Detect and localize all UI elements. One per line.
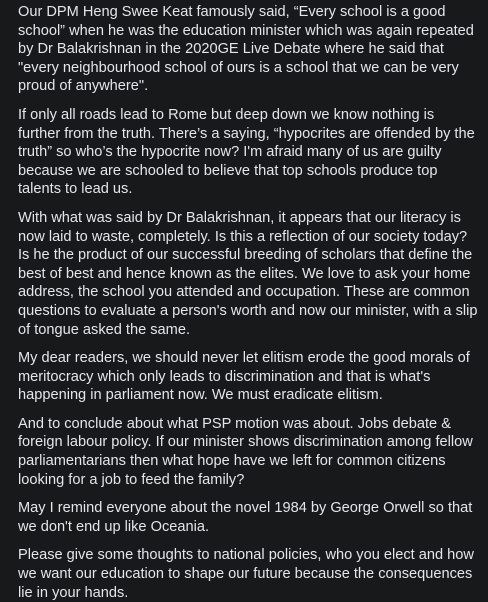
post-paragraph-2: If only all roads lead to Rome but deep down we know nothing is further from the truth. There’s a saying, “hypocrites are offended by the truth” so who’s the hypocrite now? I'm afraid many of us are guilty because we are schooled to believe that top schools produce top talents to lead us. xyxy=(18,106,475,198)
post-paragraph-1: Our DPM Heng Swee Keat famously said, “Every school is a good school” when he was the education minister which was again repeated by Dr Balakrishnan in the 2020GE Live Debate where he said that "every neighbourhood school of ours is a school that we can be very proud of anywhere". xyxy=(18,4,474,95)
post-paragraph-4: My dear readers, we should never let elitism erode the good morals of meritocracy which only leads to discrimination and that is what's happening in parliament now. We must eradicate elitism. xyxy=(18,350,470,404)
post-paragraph-6: May I remind everyone about the novel 1984 by George Orwell so that we don't end up like Oceania. xyxy=(18,500,473,535)
post-paragraph-7: Please give some thoughts to national policies, who you elect and how we want our education to shape our future because the consequences lie in your hands. xyxy=(18,547,474,601)
post-paragraph-5: And to conclude about what PSP motion was about. Jobs debate & foreign labour policy. If our minister shows discrimination among fellow parliamentarians then what hope have we left for common citizens looking for a job to feed the family? xyxy=(18,415,473,488)
post-paragraph-3: With what was said by Dr Balakrishnan, it appears that our literacy is now laid to waste, completely. Is this a reflection of our society today? Is he the product of our successful breeding of scholars that define the best of best and hence known as the elites. We love to ask your home address, the school you attended and occupation. These are common questions to evaluate a person's worth and now our minister, with a slip of tongue asked the same. xyxy=(18,209,478,338)
